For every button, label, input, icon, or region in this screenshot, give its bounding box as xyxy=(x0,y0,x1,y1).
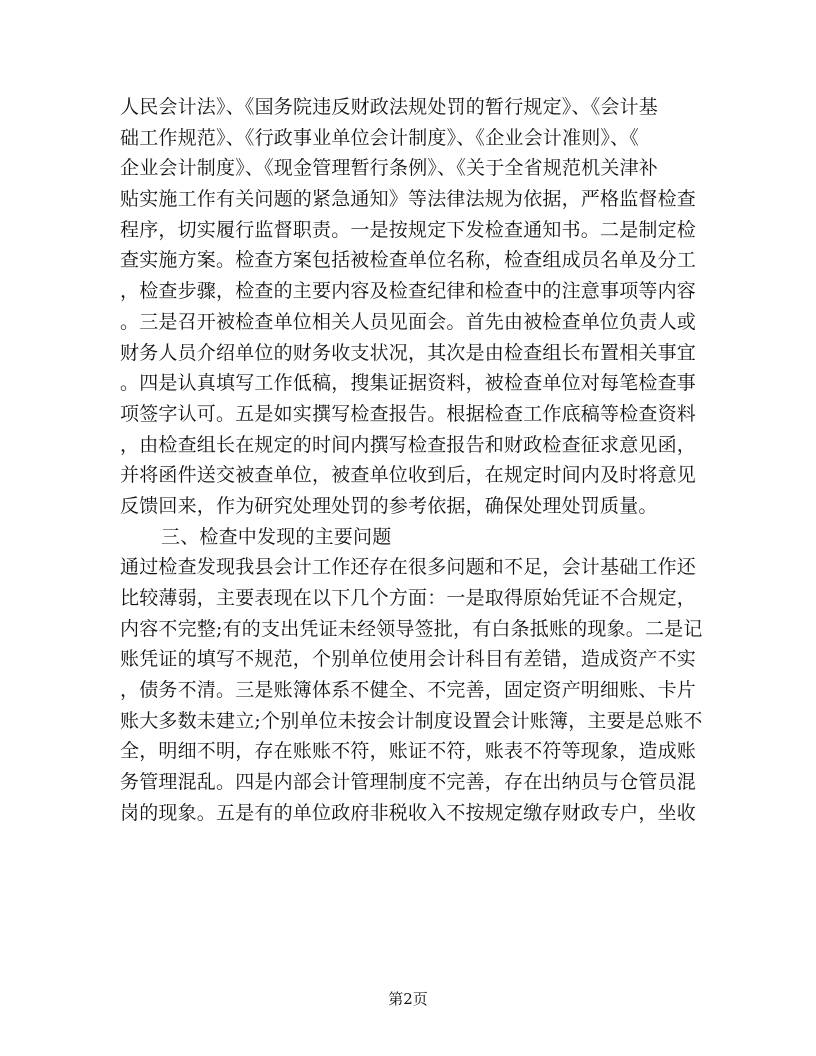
body-text xyxy=(120,92,703,829)
text-line: 人民会计法》、《国务院违反财政法规处罚的暂行规定》、《会计基 xyxy=(120,96,659,118)
section-heading: 三、检查中发现的主要问题 xyxy=(161,525,392,548)
text-line: 岗的现象。五是有的单位政府非税收入不按规定缴存财政专户，坐收 xyxy=(120,801,697,824)
text-line: 础工作规范》、《行政事业单位会计制度》、《企业会计准则》、《 xyxy=(120,126,640,149)
text-line: 财务人员介绍单位的财务收支状况，其次是由检查组长布置相关事宜 xyxy=(120,341,697,364)
text-line: 。三是召开被检查单位相关人员见面会。首先由被检查单位负责人或 xyxy=(120,310,697,333)
text-line: 。四是认真填写工作低稿，搜集证据资料，被检查单位对每笔检查事 xyxy=(120,372,697,395)
text-line: 内容不完整;有的支出凭证未经领导签批，有白条抵账的现象。二是记 xyxy=(120,617,703,640)
text-line: ，债务不清。三是账簿体系不健全、不完善，固定资产明细账、卡片 xyxy=(120,679,697,702)
text-line: 项签字认可。五是如实撰写检查报告。根据检查工作底稿等检查资料 xyxy=(120,402,697,425)
text-line: 并将函件送交被查单位，被查单位收到后，在规定时间内及时将意见 xyxy=(120,464,697,487)
text-line: 通过检查发现我县会计工作还存在很多问题和不足，会计基础工作还 xyxy=(120,556,697,579)
text-line: 账大多数未建立;个别单位未按会计制度设置会计账簿，主要是总账不 xyxy=(120,709,703,732)
text-line: ，检查步骤，检查的主要内容及检查纪律和检查中的注意事项等内容 xyxy=(120,280,697,303)
text-line: 程序，切实履行监督职责。一是按规定下发检查通知书。二是制定检 xyxy=(120,218,697,241)
text-line: 务管理混乱。四是内部会计管理制度不完善，存在出纳员与仓管员混 xyxy=(120,771,697,794)
text-line: ，由检查组长在规定的时间内撰写检查报告和财政检查征求意见函， xyxy=(120,433,697,456)
text-line: 企业会计制度》、《现金管理暂行条例》、《关于全省规范机关津补 xyxy=(120,157,659,180)
text-line: 查实施方案。检查方案包括被检查单位名称，检查组成员名单及分工 xyxy=(120,249,697,272)
page-number: 第2页 xyxy=(388,990,428,1008)
text-line: 反馈回来，作为研究处理处罚的参考依据，确保处理处罚质量。 xyxy=(120,494,658,517)
text-line: 贴实施工作有关问题的紧急通知》等法律法规为依据，严格监督检查 xyxy=(120,188,697,211)
text-line: 全，明细不明，存在账账不符，账证不符，账表不符等现象，造成账 xyxy=(120,740,697,763)
text-line: 账凭证的填写不规范，个别单位使用会计科目有差错，造成资产不实 xyxy=(120,648,697,671)
text-line: 比较薄弱，主要表现在以下几个方面：一是取得原始凭证不合规定， xyxy=(120,587,697,609)
